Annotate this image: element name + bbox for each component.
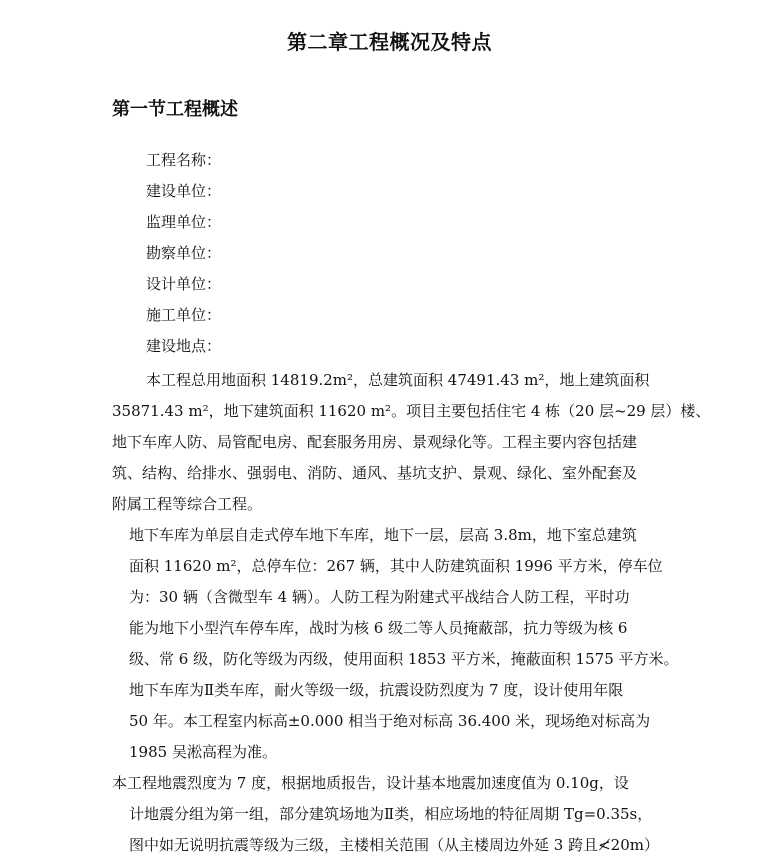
paragraph-line: 地下车库人防、局管配电房、配套服务用房、景观绿化等。工程主要内容包括建 <box>112 433 638 451</box>
project-info-fields <box>146 148 221 365</box>
paragraph-line: 地下车库为单层自走式停车地下车库，地下一层，层高 3.8m，地下室总建筑 <box>129 526 637 544</box>
paragraph-line: 图中如无说明抗震等级为三级，主楼相关范围（从主楼周边外延 3 跨且≮20m） <box>129 836 659 854</box>
field-design: 设计单位： <box>146 275 222 293</box>
paragraph-line: 能为地下小型汽车停车库，战时为核 6 级二等人员掩蔽部，抗力等级为核 6 <box>129 619 628 637</box>
paragraph-line: 50 年。本工程室内标高±0.000 相当于绝对标高 36.400 米，现场绝对标高为 <box>129 712 651 730</box>
paragraph-line: 本工程总用地面积 14819.2m²，总建筑面积 47491.43 m²，地上建筑面积 <box>146 371 650 389</box>
field-client: 建设单位： <box>146 182 222 200</box>
paragraph-line: 级、常 6 级，防化等级为丙级，使用面积 1853 平方米，掩蔽面积 1575 平方米。 <box>129 650 679 668</box>
chapter-title: 第二章工程概况及特点 <box>287 30 492 54</box>
field-supervisor: 监理单位： <box>146 213 222 231</box>
paragraph-line: 地下车库为Ⅱ类车库，耐火等级一级，抗震设防烈度为 7 度，设计使用年限 <box>129 681 624 699</box>
paragraph-line: 为：30 辆（含微型车 4 辆）。人防工程为附建式平战结合人防工程，平时功 <box>129 588 630 606</box>
field-survey: 勘察单位： <box>146 244 222 262</box>
paragraph-line: 计地震分组为第一组，部分建筑场地为Ⅱ类，相应场地的特征周期 Tg=0.35s， <box>129 805 653 823</box>
field-location: 建设地点： <box>146 337 222 355</box>
paragraph-line: 本工程地震烈度为 7 度，根据地质报告，设计基本地震加速度值为 0.10g，设 <box>112 774 629 792</box>
paragraph-line: 35871.43 m²，地下建筑面积 11620 m²。项目主要包括住宅 4 栋（20 层~29 层）楼、 <box>112 402 711 420</box>
paragraph-line: 附属工程等综合工程。 <box>112 495 263 513</box>
paragraph-line: 1985 吴淞高程为准。 <box>129 743 277 761</box>
paragraph-line: 筑、结构、给排水、强弱电、消防、通风、基坑支护、景观、绿化、室外配套及 <box>112 464 638 482</box>
section-title: 第一节工程概述 <box>112 99 238 120</box>
field-construction: 施工单位： <box>146 306 222 324</box>
paragraph-line: 面积 11620 m²，总停车位：267 辆，其中人防建筑面积 1996 平方米，停车位 <box>129 557 663 575</box>
field-project-name: 工程名称： <box>146 151 222 169</box>
